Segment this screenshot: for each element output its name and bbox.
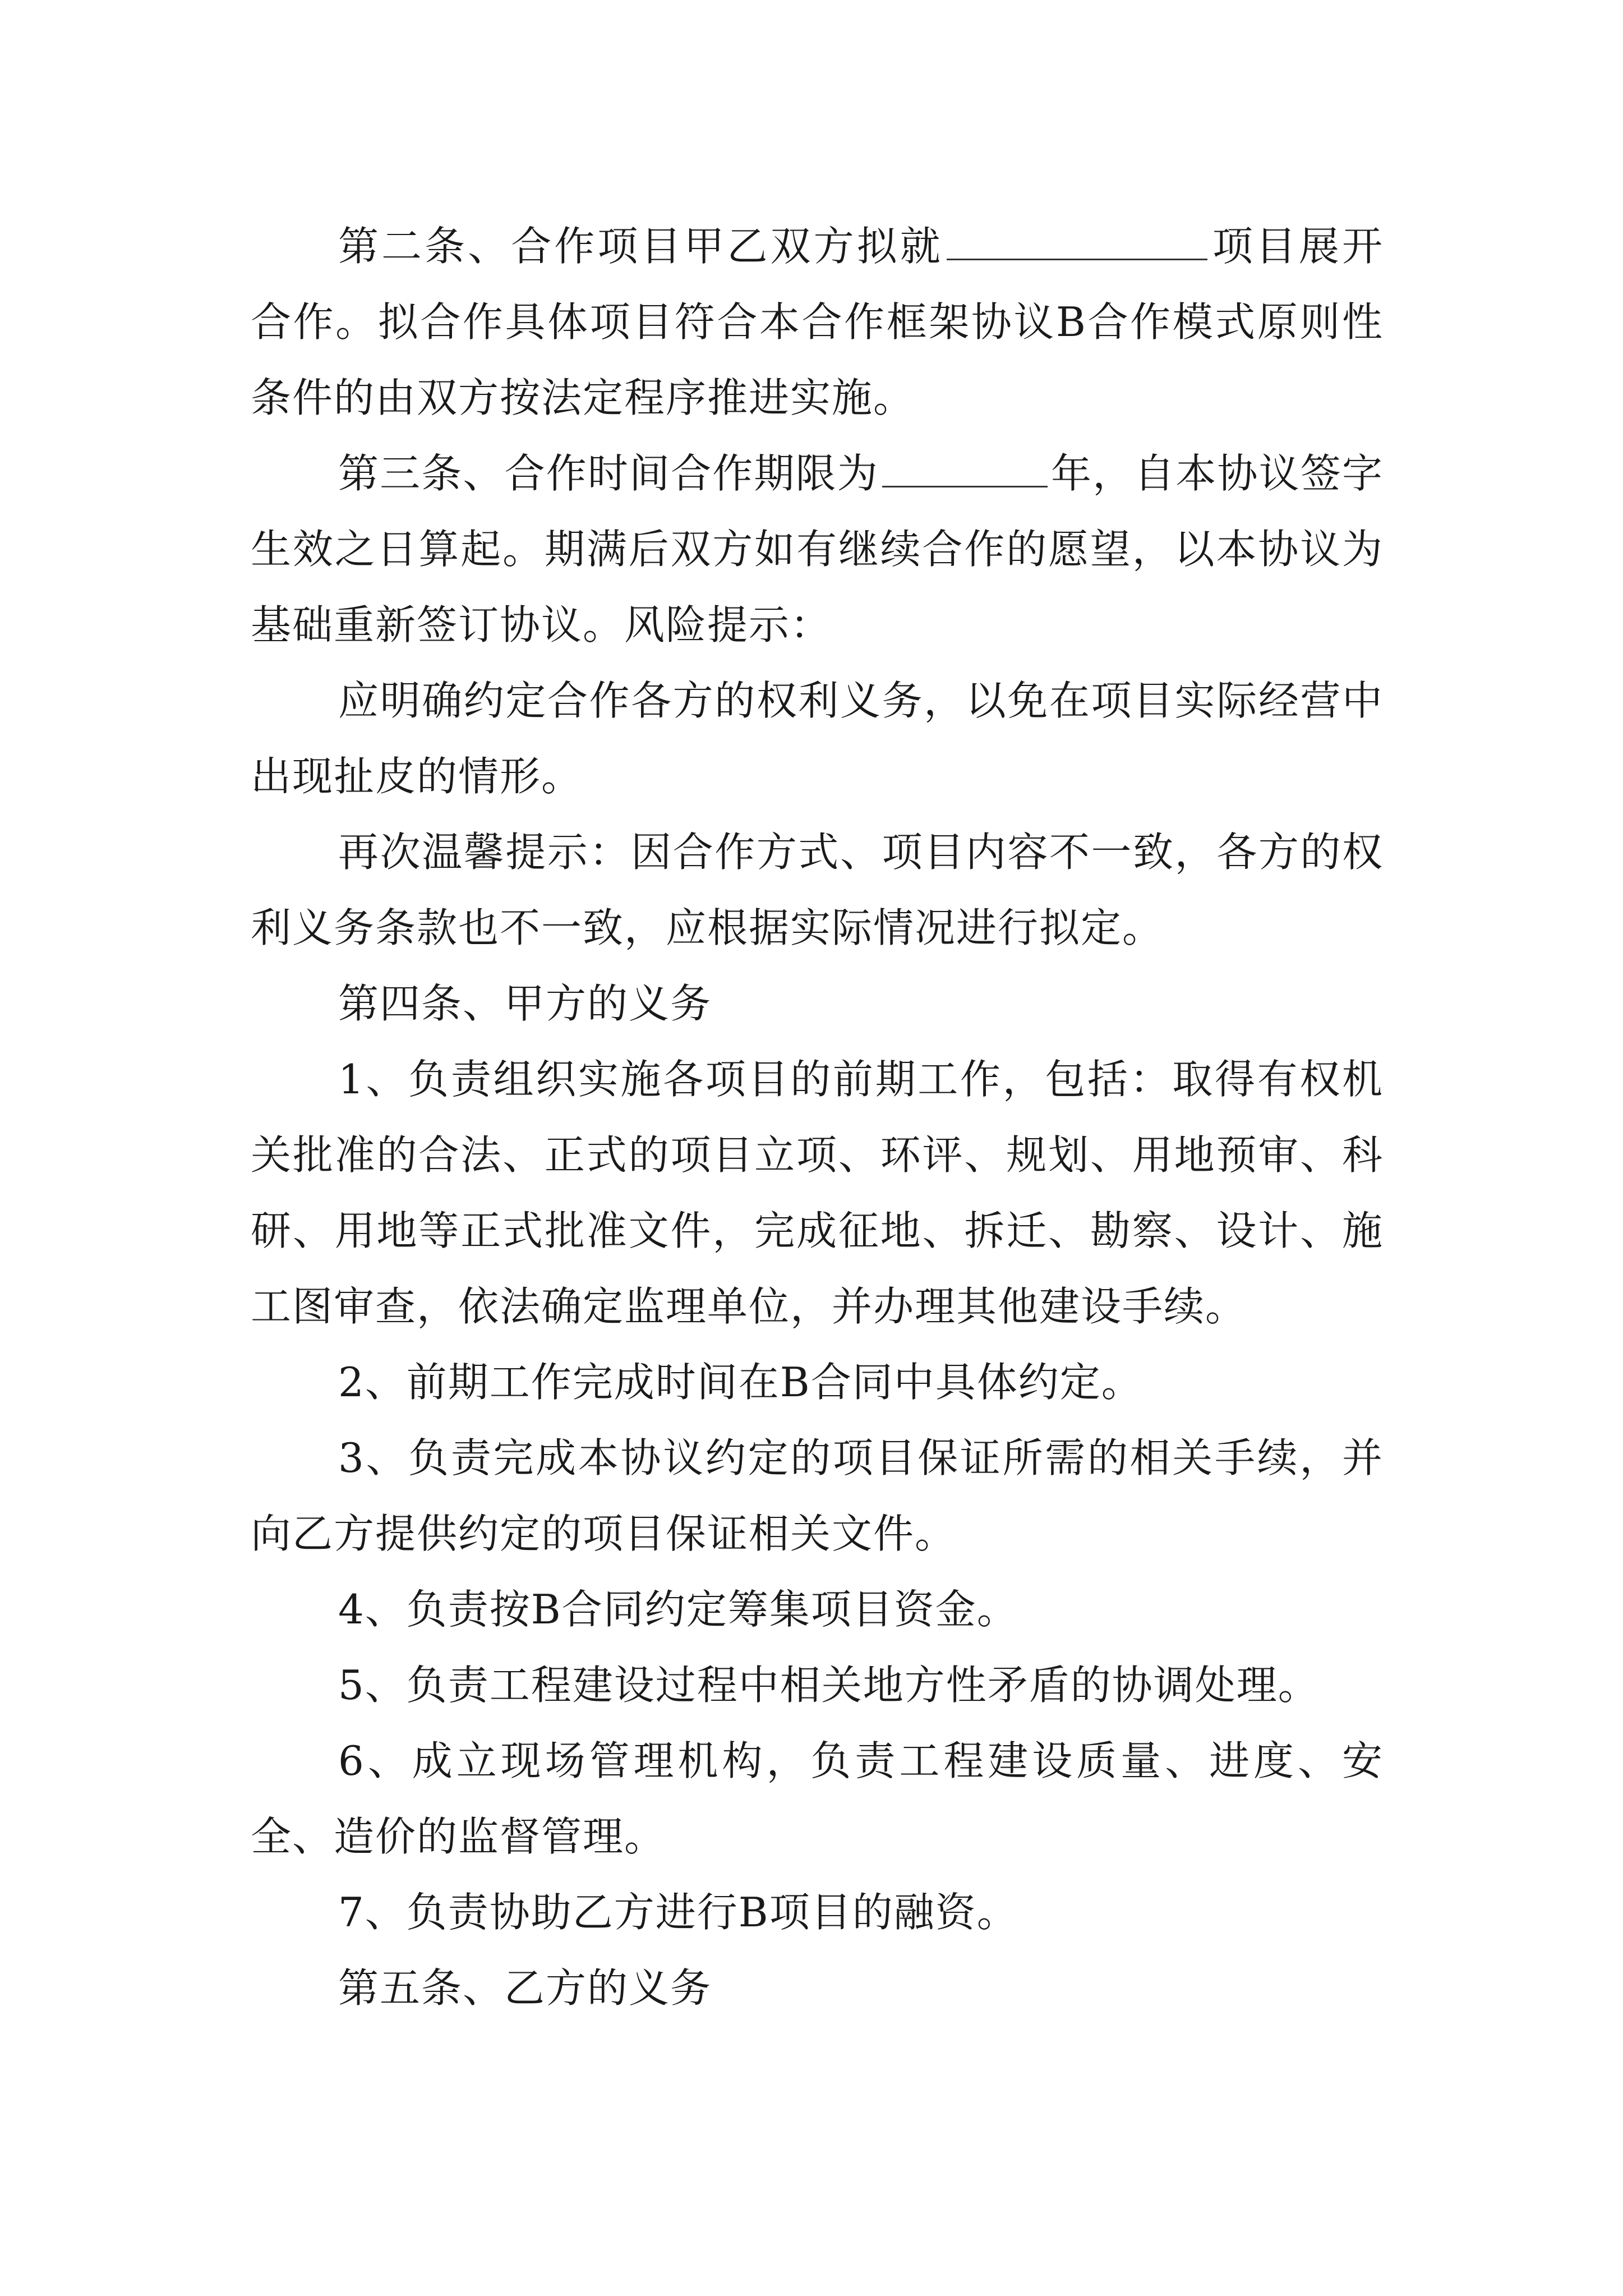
article-4-item: 6、成立现场管理机构，负责工程建设质量、进度、安全、造价的监督管理。 — [251, 1737, 1384, 1860]
article-2-text-after-blank: 项目展开合作。拟合作具体项目符合本合作框架协议B合作模式原则性条件的由双方按法定程序推进实施。 — [251, 223, 1384, 421]
article-2-text-before-blank: 第二条、合作项目甲乙双方拟就 — [338, 223, 943, 270]
project-name-blank — [947, 214, 1207, 260]
article-4-item: 5、负责工程建设过程中相关地方性矛盾的协调处理。 — [338, 1662, 1320, 1709]
article-4-item: 1、负责组织实施各项目的前期工作，包括：取得有权机关批准的合法、正式的项目立项、环评、规划、用地预审、科研、用地等正式批准文件，完成征地、拆迁、勘察、设计、施工图审查，依法确定监理单位，并办理其他建设手续。 — [251, 1056, 1384, 1330]
article-4-item: 2、前期工作完成时间在B合同中具体约定。 — [338, 1359, 1143, 1406]
article-5-heading: 第五条、乙方的义务 — [338, 1964, 712, 2012]
document-body — [251, 209, 1384, 2026]
reminder-paragraph: 再次温馨提示：因合作方式、项目内容不一致，各方的权利义务条款也不一致，应根据实际情况进行拟定。 — [251, 829, 1384, 951]
article-3-text-after-blank: 年，自本协议签字生效之日算起。期满后双方如有继续合作的愿望，以本协议为基础重新签订协议。风险提示： — [251, 450, 1384, 648]
article-3-text-before-blank: 第三条、合作时间合作期限为 — [338, 450, 879, 497]
article-4-item: 7、负责协助乙方进行B项目的融资。 — [338, 1889, 1018, 1936]
risk-note-paragraph: 应明确约定合作各方的权利义务，以免在项目实际经营中出现扯皮的情形。 — [251, 677, 1384, 800]
article-4-item: 3、负责完成本协议约定的项目保证所需的相关手续，并向乙方提供约定的项目保证相关文件。 — [251, 1434, 1384, 1557]
article-4-heading: 第四条、甲方的义务 — [338, 980, 712, 1027]
article-3-paragraph — [251, 436, 1384, 663]
article-2-paragraph — [251, 209, 1384, 436]
cooperation-years-blank — [882, 441, 1048, 487]
article-4-item: 4、负责按B合同约定筹集项目资金。 — [338, 1586, 1018, 1633]
